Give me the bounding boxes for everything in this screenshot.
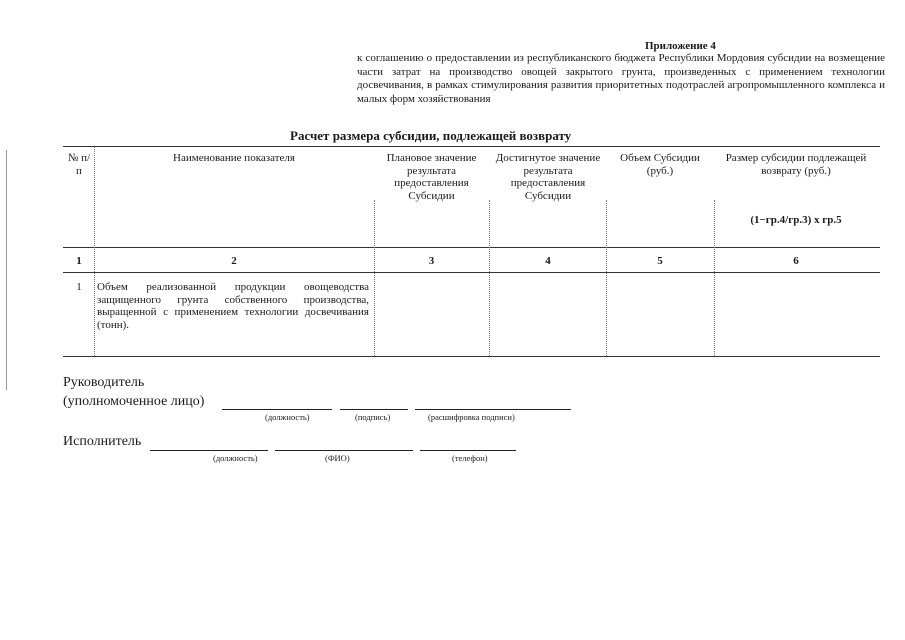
appendix-text: к соглашению о предоставлении из республиканского бюджета Республики Мордовия субсидии на возмещение части затрат на производство овощей закрытого грунта, произведенных с применением технологии досвечивания, в рамках стимулирования развития приоритетных подотраслей агропромышленного комплекса и малых форм хозяйствования — [357, 52, 885, 105]
table-bottom-border — [63, 356, 880, 357]
header-num: № п/п — [67, 152, 91, 177]
executor-fio-line[interactable] — [275, 450, 413, 451]
executor-phone-line[interactable] — [420, 450, 516, 451]
head-position-caption: (должность) — [265, 412, 310, 422]
head-position-line[interactable] — [222, 409, 332, 410]
executor-label: Исполнитель — [63, 434, 142, 449]
header-refund-amount: Размер субсидии подлежащей возврату (руб.) — [725, 152, 867, 177]
column-number: 3 — [428, 255, 435, 267]
head-name-line[interactable] — [415, 409, 571, 410]
header-achieved-value: Достигнутое значение результата предоставления Субсидии — [495, 152, 601, 202]
executor-phone-caption: (телефон) — [452, 453, 488, 463]
executor-position-line[interactable] — [150, 450, 268, 451]
column-divider — [606, 200, 607, 356]
head-signature-line[interactable] — [340, 409, 408, 410]
head-name-caption: (расшифровка подписи) — [428, 412, 515, 422]
head-label: Руководитель — [63, 375, 145, 390]
column-number: 4 — [545, 255, 551, 267]
document-title: Расчет размера субсидии, подлежащей возврату — [290, 128, 572, 143]
column-number: 5 — [657, 255, 663, 267]
header-indicator-name: Наименование показателя — [173, 152, 295, 164]
header-subsidy-volume: Объем Субсидии (руб.) — [620, 152, 700, 177]
executor-position-caption: (должность) — [213, 453, 258, 463]
column-divider — [374, 200, 375, 356]
column-number: 2 — [231, 255, 237, 267]
row-num: 1 — [76, 281, 82, 293]
head-label-authorized: (уполномоченное лицо) — [63, 394, 205, 409]
row-indicator-name: Объем реализованной продукции овощеводства защищенного грунта собственного производства, выращенной с применением технологии досвечивания (тонн). — [97, 281, 369, 331]
table-header-bottom-border — [63, 247, 880, 248]
column-divider — [94, 147, 95, 356]
column-number: 6 — [793, 255, 799, 267]
scan-margin-line — [6, 150, 7, 390]
executor-fio-caption: (ФИО) — [325, 453, 350, 463]
column-number: 1 — [76, 255, 82, 267]
column-divider — [714, 200, 715, 356]
header-planned-value: Плановое значение результата предоставления Субсидии — [386, 152, 477, 202]
column-divider — [489, 200, 490, 356]
appendix-title: Приложение 4 — [645, 40, 716, 52]
head-signature-caption: (подпись) — [355, 412, 391, 422]
table-number-row-border — [63, 272, 880, 273]
header-formula: (1−гр.4/гр.3) x гр.5 — [750, 214, 842, 226]
table-top-border — [63, 146, 880, 147]
